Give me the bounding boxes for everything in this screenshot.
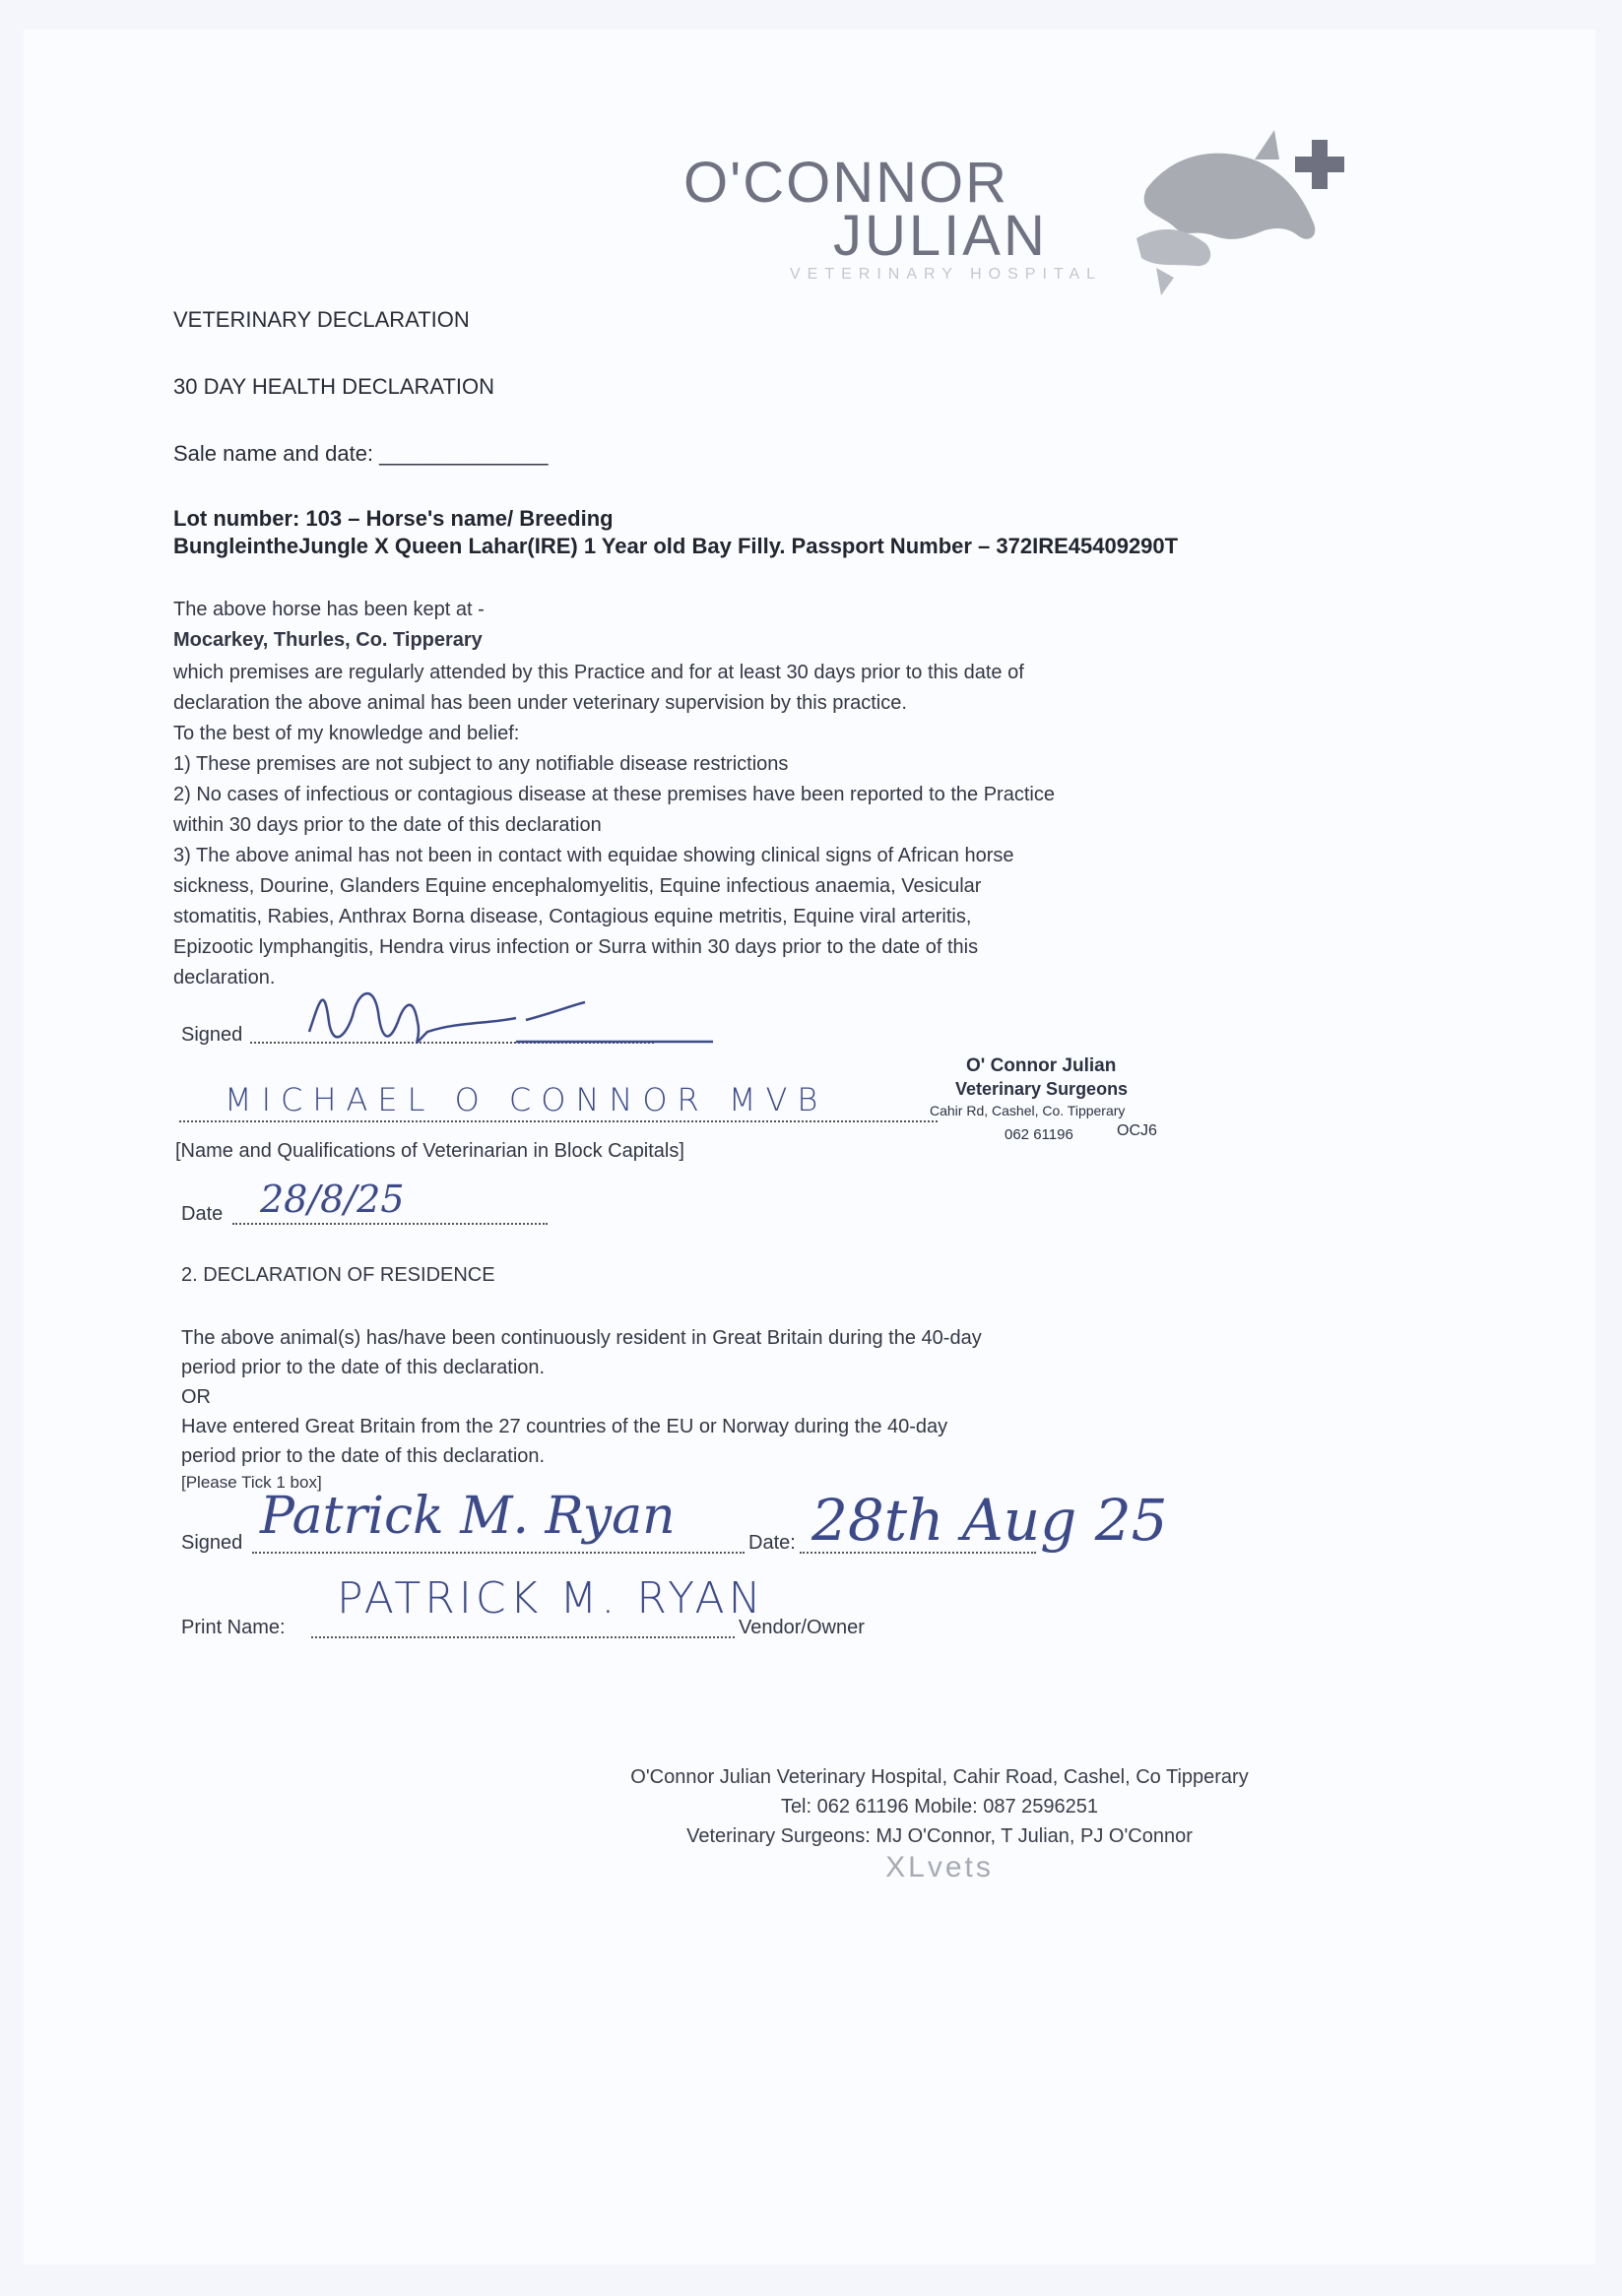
- horse-cross-icon: [1117, 120, 1363, 297]
- stamp-phone: 062 61196: [1005, 1126, 1073, 1143]
- logo-text-oconnor: O'CONNOR: [683, 151, 1008, 215]
- stamp-address: Cahir Rd, Cashel, Co. Tipperary: [930, 1103, 1126, 1118]
- document-page: [24, 30, 1595, 2264]
- residence-line: Have entered Great Britain from the 27 countries of the EU or Norway during the 40-day: [181, 1416, 948, 1437]
- logo-text-julian: JULIAN: [833, 204, 1048, 268]
- title-30-day-health: 30 DAY HEALTH DECLARATION: [173, 374, 495, 399]
- residence-line: OR: [181, 1386, 211, 1408]
- paragraph-line: Epizootic lymphangitis, Hendra virus infection or Surra within 30 days prior to the date of this: [173, 936, 979, 958]
- date-label: Date: [181, 1203, 224, 1225]
- residence-paragraph: [181, 1323, 982, 1471]
- residence-line: The above animal(s) has/have been continuously resident in Great Britain during the 40-day: [181, 1327, 982, 1349]
- footer-address: O'Connor Julian Veterinary Hospital, Cahir Road, Cashel, Co Tipperary: [630, 1766, 1249, 1788]
- vet-name-caption: [Name and Qualifications of Veterinarian in Block Capitals]: [175, 1140, 684, 1162]
- print-name-handwritten: PATRICK M. RYAN: [337, 1573, 765, 1624]
- date2-label: Date:: [748, 1532, 796, 1554]
- residence-line: period prior to the date of this declaration.: [181, 1357, 546, 1378]
- stamp-code: OCJ6: [1117, 1122, 1157, 1139]
- section2-title: 2. DECLARATION OF RESIDENCE: [181, 1264, 495, 1286]
- xlvets-logo: XLvets: [885, 1851, 994, 1883]
- sale-name-date: Sale name and date: ______________: [173, 441, 549, 466]
- print-name-label: Print Name:: [181, 1617, 286, 1638]
- paragraph-line: which premises are regularly attended by this Practice and for at least 30 days prior to this date of: [173, 662, 1024, 683]
- paragraph-line: stomatitis, Rabies, Anthrax Borna disease, Contagious equine metritis, Equine viral arteritis,: [173, 906, 972, 927]
- paragraph-line: 2) No cases of infectious or contagious disease at these premises have been reported to the Practice: [173, 784, 1055, 805]
- breeding-passport-line: BungleintheJungle X Queen Lahar(IRE) 1 Year old Bay Filly. Passport Number – 372IRE45409290T: [173, 534, 1179, 558]
- signed-label: Signed: [181, 1024, 243, 1046]
- lot-number-line: Lot number: 103 – Horse's name/ Breeding: [173, 506, 614, 531]
- paragraph-line: 1) These premises are not subject to any notifiable disease restrictions: [173, 753, 789, 775]
- paragraph-line: within 30 days prior to the date of this declaration: [173, 814, 602, 836]
- declaration-paragraph: [173, 658, 1055, 993]
- owner-signature: Patrick M. Ryan: [260, 1487, 676, 1546]
- logo-subtitle: VETERINARY HOSPITAL: [790, 266, 1103, 283]
- paragraph-line: To the best of my knowledge and belief:: [173, 723, 520, 744]
- signed2-label: Signed: [181, 1532, 243, 1554]
- paragraph-line: sickness, Dourine, Glanders Equine encephalomyelitis, Equine infectious anaemia, Vesicular: [173, 875, 982, 897]
- title-veterinary-declaration: VETERINARY DECLARATION: [173, 307, 470, 332]
- vet-name-handwritten: MICHAEL O CONNOR MVB: [225, 1081, 828, 1118]
- paragraph-line: 3) The above animal has not been in contact with equidae showing clinical signs of African horse: [173, 845, 1014, 866]
- premises-address: Mocarkey, Thurles, Co. Tipperary: [173, 629, 483, 651]
- date-handwritten: 28/8/25: [260, 1178, 405, 1221]
- paragraph-line: declaration.: [173, 967, 276, 989]
- stamp-practice-name: O' Connor Julian: [966, 1055, 1117, 1076]
- footer-surgeons: Veterinary Surgeons: MJ O'Connor, T Julian, PJ O'Connor: [686, 1825, 1193, 1847]
- footer-contact: Tel: 062 61196 Mobile: 087 2596251: [780, 1796, 1099, 1818]
- kept-at-label: The above horse has been kept at -: [173, 599, 485, 620]
- paragraph-line: declaration the above animal has been under veterinary supervision by this practice.: [173, 692, 907, 714]
- stamp-practice-type: Veterinary Surgeons: [955, 1079, 1129, 1099]
- vet-signature: [280, 963, 713, 1071]
- residence-line: period prior to the date of this declaration.: [181, 1445, 546, 1467]
- vendor-owner-label: Vendor/Owner: [739, 1617, 865, 1638]
- tick-note: [Please Tick 1 box]: [181, 1473, 322, 1492]
- date2-handwritten: 28th Aug 25: [811, 1487, 1168, 1554]
